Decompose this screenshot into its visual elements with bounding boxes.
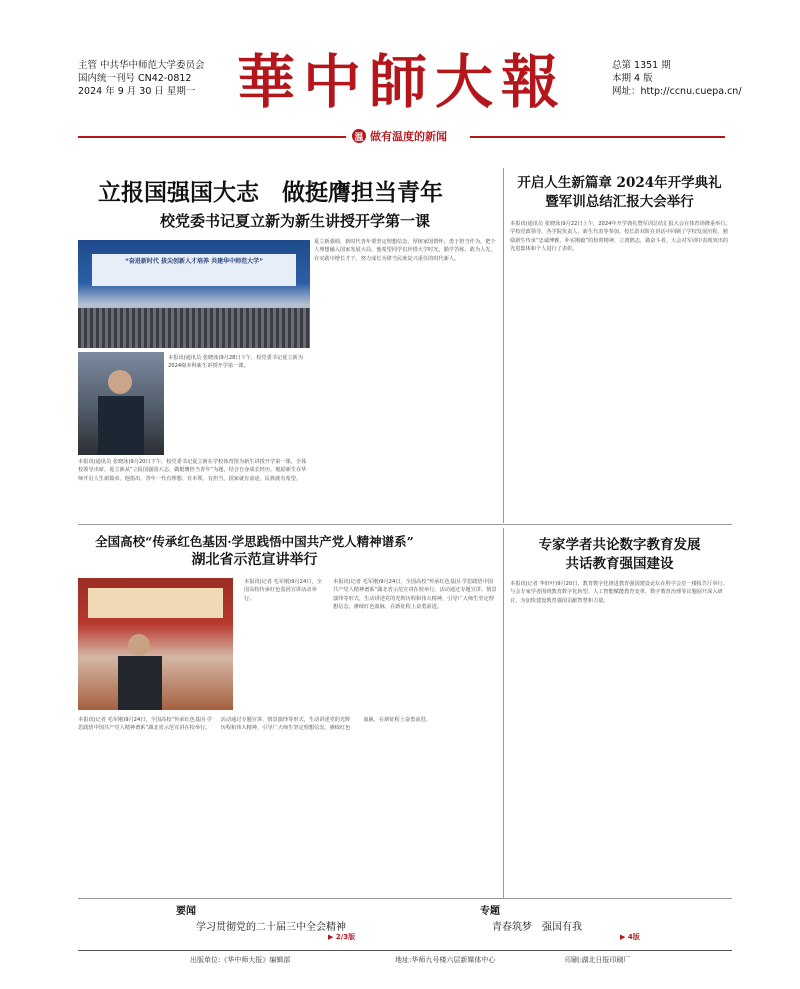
audience-rows bbox=[78, 308, 310, 348]
teaser-label-news: 要闻 bbox=[176, 906, 196, 917]
footer-rule bbox=[78, 898, 732, 899]
presenter-head bbox=[128, 634, 150, 656]
colophon-rule bbox=[78, 950, 732, 951]
ceremony-headline[interactable] bbox=[512, 174, 727, 212]
colophon-printer: 印刷:湖北日报印刷厂 bbox=[565, 956, 631, 964]
date-line: 2024 年 9 月 30 日 星期一 bbox=[78, 86, 196, 97]
slogan-text: 做有温度的新闻 bbox=[370, 130, 447, 143]
propaganda-headline[interactable] bbox=[82, 533, 427, 569]
lead-photo-audience bbox=[78, 240, 310, 348]
lead-subheadline: 校党委书记夏立新为新生讲授开学第一课 bbox=[159, 212, 430, 230]
propaganda-headline-line2: 湖北省示范宣讲举行 bbox=[191, 552, 318, 568]
speaker-body bbox=[98, 396, 144, 455]
lead-body-col1: 本报讯(通讯员 张晓泳)9月20日下午，校党委书记夏立新在学校体育馆为新生讲授开学第一课，全体校领导出席。夏立新从“立报国强国大志，做挺膺担当青年”为题，结合自身成长经历，勉励新生在华师开启人生新篇章。他指出，青年一代有理想、有本领、有担当，国家就有前途，民族就有希望。 bbox=[78, 459, 307, 482]
issue-number: 总第 1351 期 bbox=[612, 60, 671, 71]
ceremony-body: 本报讯(通讯员 张晓泳)9月22日上午，2024年开学典礼暨军训总结汇报大会在体育场隆重举行。学校党政领导、各学院负责人、新生代表等参加。校长彭双阶在讲话中回顾了学校发展历程，勉励新生传承“忠诚博雅，朴实刚毅”的校训精神，立鸿鹄志，做奋斗者。大会对军训中表现突出的先进集体和个人进行了表彰。 bbox=[510, 221, 731, 252]
issn-line: 国内统一刊号 CN42-0812 bbox=[78, 73, 192, 84]
presenter-body bbox=[118, 656, 162, 710]
header-info-right bbox=[612, 59, 742, 98]
slogan-rule-left bbox=[78, 136, 346, 138]
lead-photo-caption: 本报讯(通讯员 张晓泳)9月28日下午，校党委书记夏立新为2024级本科新生讲授开学第一课。 bbox=[168, 355, 303, 370]
lead-body-col2: 夏立新强调，新时代青年要坚定理想信念，厚植家国情怀，勇于担当作为，把个人理想融入国家发展大局。他希望同学们珍惜大学时光，勤学苦练，敢为人先，在实践中增长才干，努力成长为堪当民族复兴重任的时代新人。 bbox=[314, 239, 496, 262]
forum-body: 本报讯(记者 华轩叶)9月20日，教育数字化推进教育强国建设论坛在科学会堂一楼报告厅举行。与会专家学者围绕教育数字化转型、人工智能赋能教育变革、数字教育治理等议题展开深入研讨，为加快建设教育强国贡献智慧和力量。 bbox=[510, 581, 728, 604]
backdrop-screen bbox=[88, 588, 223, 618]
slogan bbox=[352, 127, 464, 145]
ceremony-headline-line2: 暨军训总结汇报大会举行 bbox=[545, 194, 694, 210]
teaser-page-news[interactable]: ▶ 2/3版 bbox=[328, 933, 356, 941]
teaser-page-special-text: 4版 bbox=[627, 933, 640, 941]
teaser-title-special[interactable]: 青春筑梦 强国有我 bbox=[492, 922, 582, 933]
teaser-page-special[interactable]: ▶ 4版 bbox=[620, 933, 640, 941]
teaser-title-news[interactable]: 学习贯彻党的二十届三中全会精神 bbox=[196, 922, 346, 933]
header-info-left bbox=[78, 59, 205, 98]
page-count: 本期 4 版 bbox=[612, 73, 653, 84]
forum-headline[interactable] bbox=[512, 536, 727, 574]
lead-headline[interactable]: 立报国强国大志 做挺膺担当青年 bbox=[98, 179, 443, 206]
website-link[interactable]: 网址：http://ccnu.cuepa.cn/ bbox=[612, 86, 742, 97]
speaker-head bbox=[108, 370, 132, 394]
teaser-label-special: 专题 bbox=[480, 906, 500, 917]
ceremony-headline-line1: 开启人生新篇章 2024年开学典礼 bbox=[517, 175, 722, 191]
forum-headline-line2: 共话教育强国建设 bbox=[565, 556, 674, 572]
sponsor-line: 主管 中共华中师范大学委员会 bbox=[78, 60, 205, 71]
propaganda-body: 本报讯(记者 毛军刚)9月24日，全国高校“传承红色基因·学思践悟中国共产党人精神谱系”湖北省示范宣讲在校举行。活动通过专题宣讲、情景演绎等形式，生动讲述党的光辉历程和伟大精神，引导广大师生坚定理想信念，赓续红色血脉，在新征程上奋勇前进。 bbox=[78, 717, 431, 732]
lead-photo-speaker bbox=[78, 352, 164, 455]
forum-headline-line1: 专家学者共论数字教育发展 bbox=[538, 537, 701, 553]
teaser-page-news-text: 2/3版 bbox=[335, 933, 356, 941]
propaganda-intro: 本报讯(记者 毛军刚)9月24日，全国高校传承红色基因宣讲活动举行。 bbox=[244, 579, 322, 602]
propaganda-body-col: 本报讯(记者 毛军刚)9月24日，全国高校“传承红色基因·学思践悟中国共产党人精神谱系”湖北省示范宣讲在校举行。活动通过专题宣讲、情景演绎等形式，生动讲述党的光辉历程和伟大精神，引导广大师生坚定理想信念，赓续红色血脉，在新征程上奋勇前进。 bbox=[333, 579, 497, 610]
column-divider bbox=[503, 168, 504, 523]
column-divider-lower bbox=[503, 528, 504, 898]
masthead-logo: 華中師大報 bbox=[236, 48, 567, 116]
slogan-mark: 温 bbox=[352, 129, 366, 143]
stage-banner: “奋进新时代 拔尖创新人才培养 共建华中师范大学” bbox=[124, 258, 264, 265]
colophon-publisher: 出版单位:《华中师大报》编辑部 bbox=[190, 956, 291, 964]
colophon-address: 地址:华师九号楼六层新媒体中心 bbox=[395, 956, 496, 964]
slogan-rule-right bbox=[470, 136, 725, 138]
section-rule bbox=[78, 524, 732, 525]
propaganda-headline-line1: 全国高校“传承红色基因·学思践悟中国共产党人精神谱系” bbox=[95, 534, 414, 549]
propaganda-photo bbox=[78, 578, 233, 710]
